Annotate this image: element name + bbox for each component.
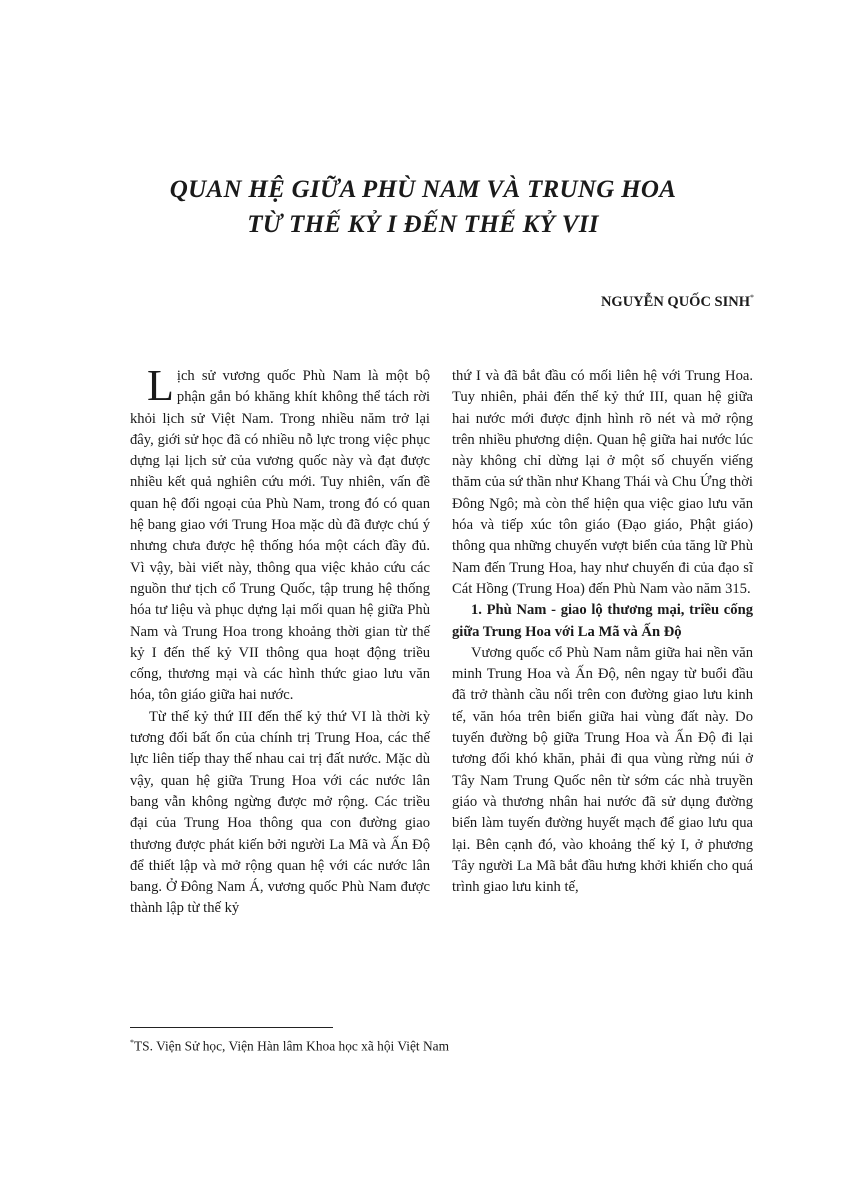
footnote-divider [130, 1027, 333, 1028]
paragraph-3: Vương quốc cổ Phù Nam nằm giữa hai nền văn minh Trung Hoa và Ấn Độ, nên ngay từ buổi đầu đã trở thành cầu nối trên con đường giao lưu kinh tế, văn hóa trên biển giữa hai vùng đất này. Do tuyến đường bộ giữa Trung Hoa và Ấn Độ đi lại tương đối khó khăn, phải đi qua vùng rừng núi ở Tây Nam Trung Quốc nên từ sớm các nhà truyền giáo và thương nhân hai nước đã sử dụng đường biển làm tuyến đường huyết mạch để giao lưu qua lại. Bên cạnh đó, vào khoảng thế kỷ I, ở phương Tây người La Mã bắt đầu hưng khởi khiến cho quá trình giao lưu kinh tế, [452, 644, 753, 896]
paragraph-2-continued: thứ I và đã bắt đầu có mối liên hệ với Trung Hoa. Tuy nhiên, phải đến thế kỷ thứ III, quan hệ giữa hai nước mới được định hình rõ nét và mở rộng trên nhiều phương diện. Quan hệ giữa hai nước lúc này không chỉ dừng lại ở một số chuyến viếng thăm của sứ thần như Khang Thái và Chu Ứng thời Đông Ngô; mà còn thể hiện qua việc giao lưu văn hóa và tiếp xúc tôn giáo (Đạo giáo, Phật giáo) thông qua những chuyến vượt biển của tăng lữ Phù Nam đến Trung Hoa, hay như chuyến đi của đạo sĩ Cát Hồng (Trung Hoa) đến Phù Nam vào năm 315. [452, 368, 753, 597]
title-line-1: QUAN HỆ GIỮA PHÙ NAM VÀ TRUNG HOA [169, 176, 677, 203]
paragraph-2-start: Từ thế kỷ thứ III đến thế kỷ thứ VI là thời kỳ tương đối bất ổn của chính trị Trung Hoa, các thế lực liên tiếp thay thế nhau cai trị đất nước. Mặc dù vậy, quan hệ giữa Trung Hoa với các nước lân bang vẫn không ngừng được mở rộng. Các triều đại của Trung Hoa thông qua con đường giao thương được phát kiến bởi người La Mã và Ấn Độ để thiết lập và mở rộng quan hệ với các nước lân bang. Ở Đông Nam Á, vương quốc Phù Nam được thành lập từ thế kỷ [130, 708, 430, 917]
title-line-2: TỪ THẾ KỶ I ĐẾN THẾ KỶ VII [247, 211, 599, 238]
intro-paragraph [130, 361, 430, 707]
dropcap-letter: L [147, 361, 174, 410]
section-1-heading: 1. Phù Nam - giao lộ thương mại, triều cống giữa Trung Hoa với La Mã và Ấn Độ [452, 602, 753, 640]
footnote-mark: * [130, 1038, 134, 1047]
right-column [452, 366, 753, 898]
footnote-text: TS. Viện Sử học, Viện Hàn lâm Khoa học xã hội Việt Nam [134, 1038, 450, 1054]
article-title [60, 172, 786, 242]
footnote [130, 1038, 449, 1054]
left-column [130, 361, 430, 920]
author-name: NGUYỄN QUỐC SINH [600, 293, 750, 310]
author-byline [601, 293, 754, 311]
intro-paragraph-text: ịch sử vương quốc Phù Nam là một bộ phận gắn bó khăng khít không thể tách rời khỏi lịch sử Việt Nam. Trong nhiều năm trở lại đây, giới sử học đã có nhiều nỗ lực trong việc phục dựng lại lịch sử của vương quốc này và đạt được nhiều kết quả nghiên cứu mới. Tuy nhiên, vấn đề quan hệ đối ngoại của Phù Nam, trong đó có quan hệ bang giao với Trung Hoa mặc dù đã được chú ý nhưng chưa được hệ thống hóa một cách đầy đủ. Vì vậy, bài viết này, thông qua việc khảo cứu các nguồn thư tịch cổ Trung Quốc, tập trung hệ thống hóa tư liệu và phục dựng lại mối quan hệ giữa Phù Nam và Trung Hoa trong khoảng thời gian từ thế kỷ I đến thế kỷ VII thông qua hoạt động triều cống, thương mại và các hình thức giao lưu văn hóa, tôn giáo giữa hai nước. [130, 368, 430, 704]
author-footnote-mark: * [750, 293, 754, 302]
